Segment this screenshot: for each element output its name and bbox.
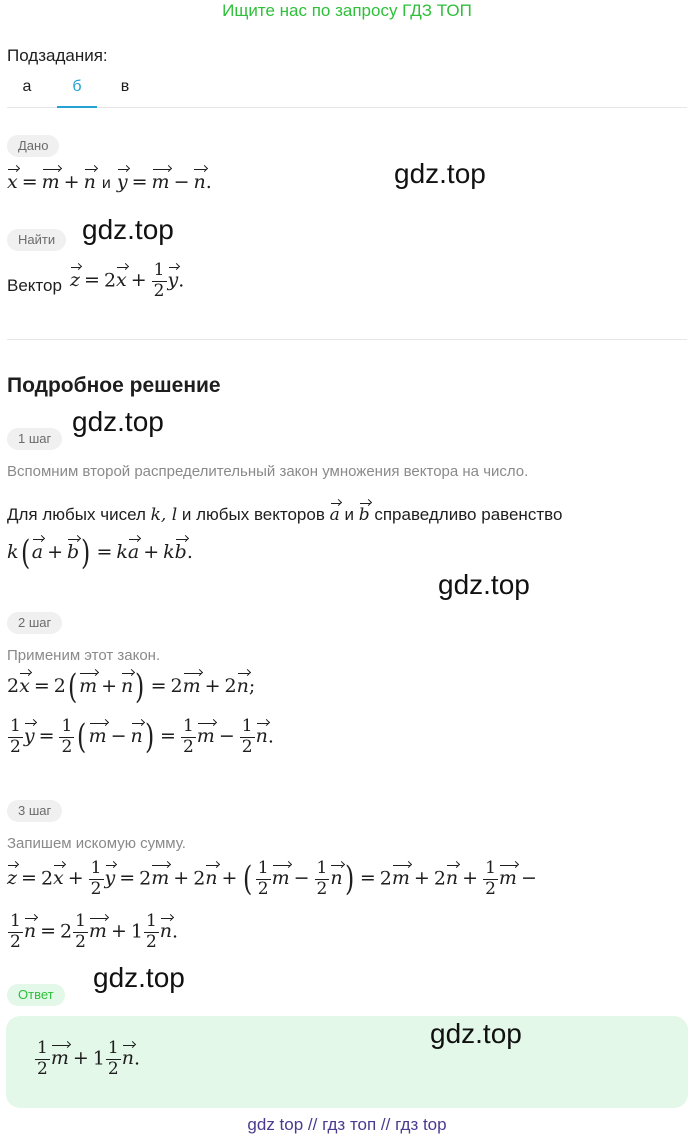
subtasks-label: Подзадания: <box>7 46 108 65</box>
watermark: gdz.top <box>438 569 530 600</box>
watermark: gdz.top <box>93 962 185 993</box>
step-2-note: Применим этот закон. <box>7 647 161 664</box>
step-2-formula-2: $\frac{1}{2}$ y = $\frac{1}{2}$ ( m − n) = $\frac{1}{2}$ m − $\frac{1}{2}$ n. <box>10 716 274 758</box>
watermark: gdz.top <box>394 158 486 189</box>
given-formula: x = m + n и y = m − n. <box>7 166 212 193</box>
given-badge: Дано <box>7 135 59 157</box>
answer-badge: Ответ <box>7 984 65 1006</box>
step-3-formula-1: z = 2x + $\frac{1}{2}$ y = 2m + 2n + ( $\frac{1}{2}$ m − $\frac{1}{2}$ n) = 2m + 2n + $\frac{1}{2}$ m − <box>7 858 537 900</box>
step-2-formula-1: 2x = 2( m + n) = 2m + 2n; <box>7 667 256 707</box>
watermark: gdz.top <box>72 406 164 437</box>
tab-v[interactable]: в <box>120 78 130 95</box>
find-badge: Найти <box>7 229 66 251</box>
promo-banner[interactable]: Ищите нас по запросу ГДЗ ТОП <box>222 1 472 20</box>
footer-links[interactable]: gdz top // гдз топ // гдз top <box>247 1115 447 1134</box>
find-formula: z = 2x + $\frac{1}{2}$ y. <box>70 260 185 301</box>
answer-formula: $\frac{1}{2}$ m + 1 $\frac{1}{2}$ n. <box>37 1038 140 1079</box>
step-3-note: Запишем искомую сумму. <box>7 835 186 852</box>
step-1-text-2: и любых векторов <box>181 505 325 524</box>
find-prefix: Вектор <box>7 276 62 295</box>
tab-b[interactable]: б <box>57 78 97 108</box>
solution-title: Подробное решение <box>7 374 221 397</box>
step-1-badge: 1 шаг <box>7 428 62 450</box>
tab-a[interactable]: а <box>22 78 32 95</box>
watermark: gdz.top <box>430 1018 522 1049</box>
step-3-formula-2: $\frac{1}{2}$ n = 2 $\frac{1}{2}$ m + 1 $\frac{1}{2}$ n. <box>10 911 179 952</box>
step-3-badge: 3 шаг <box>7 800 62 822</box>
step-2-badge: 2 шаг <box>7 612 62 634</box>
step-1-text-4: справедливо равенство <box>374 505 563 524</box>
step-1-formula: k( a + b) = ka + kb. <box>7 533 193 573</box>
subtask-tabs <box>7 70 687 108</box>
divider <box>7 339 687 340</box>
watermark: gdz.top <box>82 214 174 245</box>
step-1-statement: Для любых чисел k, l и любых векторов a и b справедливо равенство <box>7 500 562 525</box>
step-1-text-3: и <box>344 505 354 524</box>
step-1-text-1: Для любых чисел <box>7 505 146 524</box>
given-conj: и <box>101 175 111 192</box>
step-1-note: Вспомним второй распределительный закон умножения вектора на число. <box>7 463 529 480</box>
